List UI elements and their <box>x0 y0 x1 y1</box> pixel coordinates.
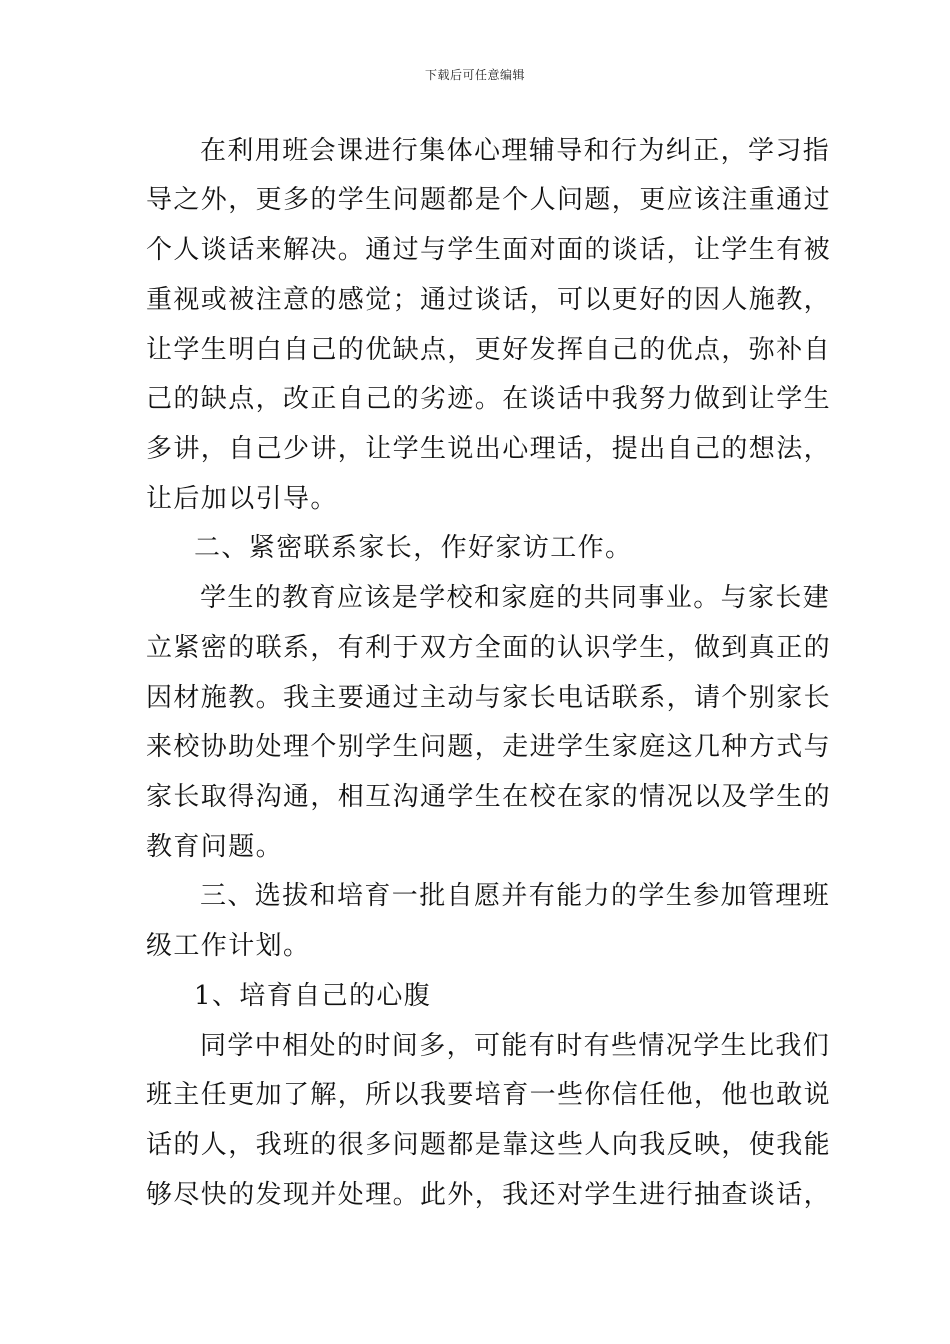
body-line: 在利用班会课进行集体心理辅导和行为纠正，学习指 <box>200 136 831 166</box>
body-line: 己的缺点，改正自己的劣迹。在谈话中我努力做到让学生 <box>146 384 832 414</box>
section-heading: 三、选拔和培育一批自愿并有能力的学生参加管理班 <box>200 881 831 911</box>
body-line: 来校协助处理个别学生问题，走进学生家庭这几种方式与 <box>146 732 832 762</box>
body-line: 学生的教育应该是学校和家庭的共同事业。与家长建 <box>200 583 831 613</box>
body-line: 因材施教。我主要通过主动与家长电话联系，请个别家长 <box>146 683 832 713</box>
body-line: 同学中相处的时间多，可能有时有些情况学生比我们 <box>200 1031 831 1061</box>
body-line: 多讲，自己少讲，让学生说出心理话，提出自己的想法， <box>146 434 832 464</box>
body-line: 话的人，我班的很多问题都是靠这些人向我反映，使我能 <box>146 1130 832 1160</box>
body-line: 导之外，更多的学生问题都是个人问题，更应该注重通过 <box>146 185 832 215</box>
subsection-heading: 1、培育自己的心腹 <box>194 981 432 1011</box>
body-line: 立紧密的联系，有利于双方全面的认识学生，做到真正的 <box>146 633 832 663</box>
section-heading-continued: 级工作计划。 <box>146 931 311 961</box>
body-line: 够尽快的发现并处理。此外，我还对学生进行抽查谈话， <box>146 1180 832 1210</box>
body-line: 班主任更加了解，所以我要培育一些你信任他，他也敢说 <box>146 1080 832 1110</box>
body-line: 重视或被注意的感觉；通过谈话，可以更好的因人施教， <box>146 285 832 315</box>
body-line: 教育问题。 <box>146 832 284 862</box>
body-line: 个人谈话来解决。通过与学生面对面的谈话，让学生有被 <box>146 235 832 265</box>
body-line: 让后加以引导。 <box>146 484 338 514</box>
header-note: 下载后可任意编辑 <box>424 68 525 82</box>
section-heading: 二、紧密联系家长，作好家访工作。 <box>194 533 633 563</box>
body-line: 家长取得沟通，相互沟通学生在校在家的情况以及学生的 <box>146 782 832 812</box>
body-line: 让学生明白自己的优缺点，更好发挥自己的优点，弥补自 <box>146 335 832 365</box>
